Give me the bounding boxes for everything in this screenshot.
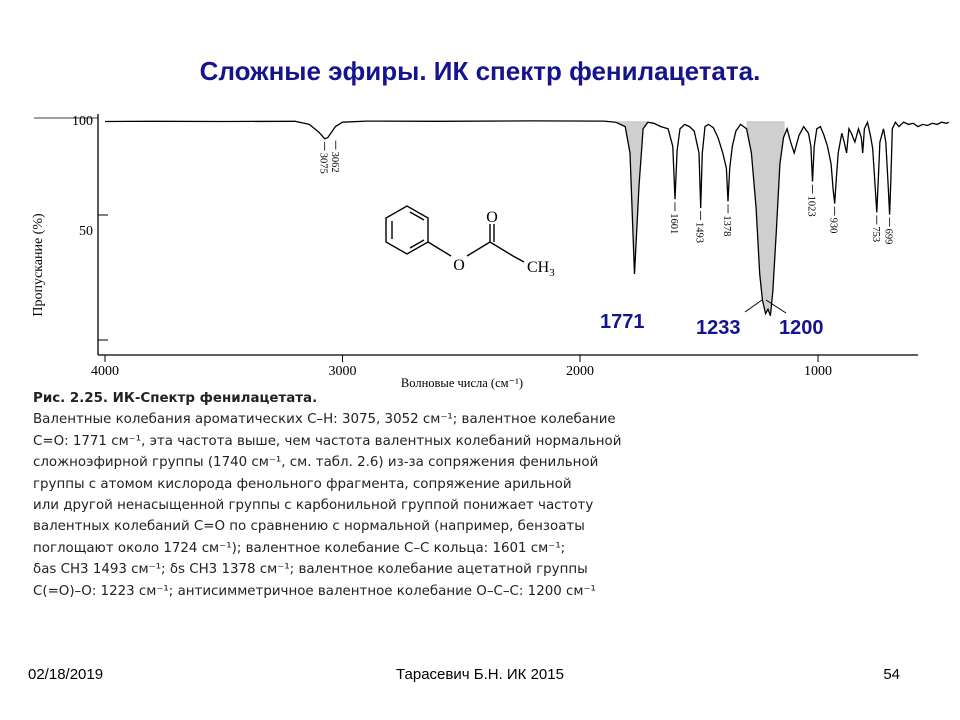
caption-line: или другой ненасыщенной группы с карбонильной группой понижает частоту	[33, 498, 594, 514]
caption-line: сложноэфирной группы (1740 см⁻¹, см. табл. 2.6) из-за сопряжения фенильной	[33, 455, 599, 471]
callout-1200: 1200	[779, 317, 824, 339]
peak-label-930: 930	[827, 217, 839, 234]
slide-title: Сложные эфиры. ИК спектр фенилацетата.	[199, 56, 761, 86]
peak-label-3062: 3062	[328, 151, 340, 173]
x-tick-label-1000: 1000	[804, 364, 832, 379]
peak-label-753: 753	[869, 226, 881, 243]
peak-label-699: 699	[882, 228, 894, 245]
peak-label-1023: 1023	[805, 195, 817, 217]
x-tick-label-3000: 3000	[328, 364, 357, 379]
peak-label-1378: 1378	[721, 215, 732, 237]
caption-line: С(=О)–О: 1223 см⁻¹; антисимметричное валентное колебание О–С–С: 1200 см⁻¹	[33, 583, 596, 599]
caption-line: поглощают около 1724 см⁻¹); валентное колебание С–С кольца: 1601 см⁻¹;	[33, 540, 566, 556]
shaded-band-1	[747, 121, 785, 316]
footer-author: Тарасевич Б.Н. ИК 2015	[396, 666, 564, 683]
caption-title: Рис. 2.25. ИК-Спектр фенилацетата.	[33, 391, 318, 406]
caption-line: δas СН3 1493 см⁻¹; δs СН3 1378 см⁻¹; валентное колебание ацетатной группы	[33, 562, 588, 578]
y-axis-ticks	[72, 114, 93, 239]
x-tick-label-4000: 4000	[91, 364, 119, 379]
ester-oxygen-label: O	[453, 257, 465, 274]
carbonyl-oxygen-label: O	[486, 209, 498, 226]
y-tick-label-100: 100	[72, 114, 93, 129]
peak-label-1493: 1493	[693, 222, 705, 243]
footer-date: 02/18/2019	[28, 666, 104, 683]
molecule-structure	[386, 206, 524, 262]
y-axis-label: Пропускание (%)	[31, 213, 46, 317]
y-tick-label-50: 50	[79, 224, 93, 239]
spectrum-line	[105, 121, 949, 316]
caption-line: Валентные колебания ароматических С–Н: 3075, 3052 см⁻¹; валентное колебание	[33, 412, 616, 428]
ir-spectrum-chart	[0, 100, 960, 390]
callout-1771: 1771	[600, 311, 645, 333]
caption-line: С=О: 1771 см⁻¹, эта частота выше, чем частота валентных колебаний нормальной	[33, 433, 622, 449]
x-axis-label: Волновые числа (см⁻¹)	[400, 376, 524, 390]
caption-line: группы с атомом кислорода фенольного фрагмента, сопряжение арильной	[33, 476, 572, 492]
footer-page-number: 54	[883, 666, 900, 683]
peak-label-3075: 3075	[317, 152, 329, 174]
x-tick-label-2000: 2000	[566, 364, 594, 379]
caption-line: валентных колебаний С=О по сравнению с нормальной (например, бензоаты	[33, 519, 585, 535]
peak-labels	[318, 141, 894, 245]
callout-1233: 1233	[696, 317, 741, 339]
figure-caption	[33, 388, 793, 602]
peak-label-1601: 1601	[668, 213, 679, 235]
methyl-group-label: $CH_3$	[527, 259, 555, 279]
